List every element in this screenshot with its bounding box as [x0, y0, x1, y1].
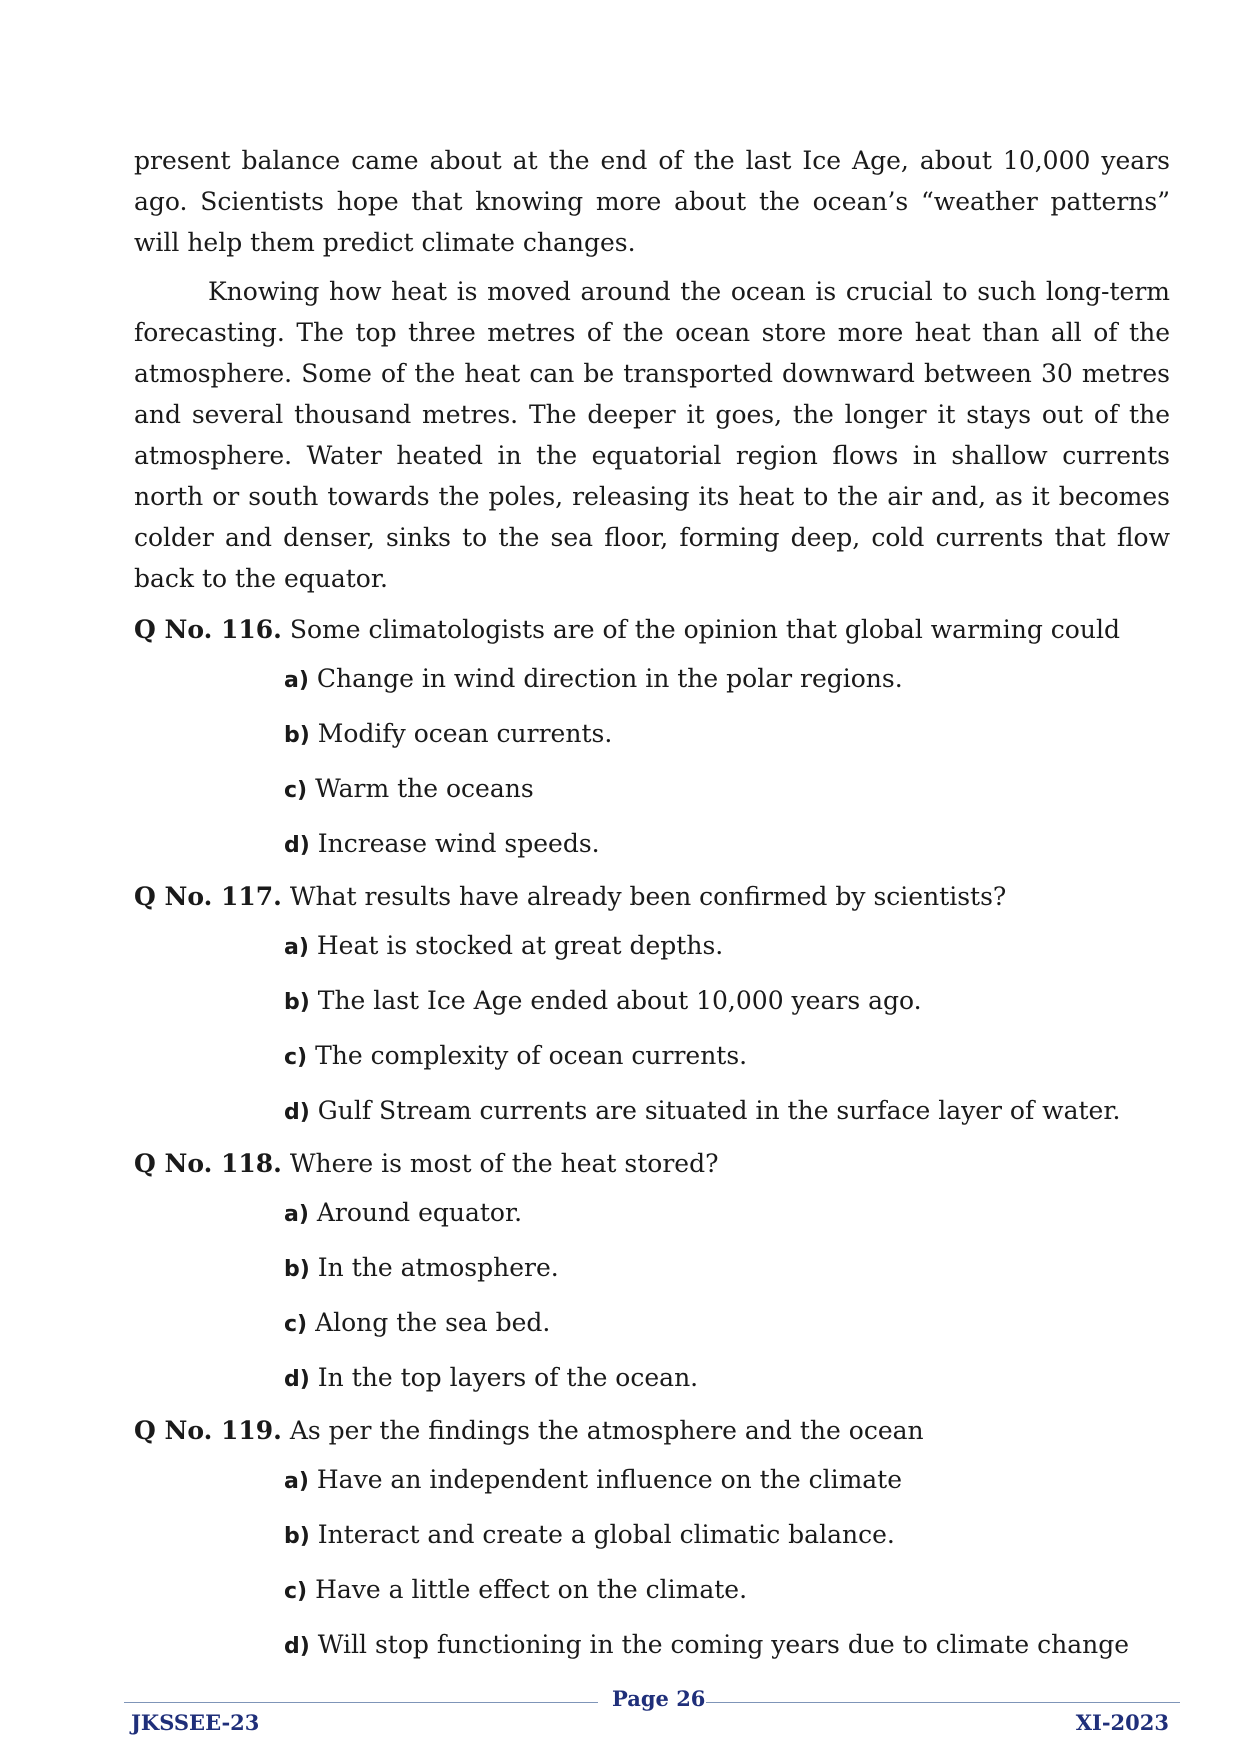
option-key: b): [284, 1524, 310, 1549]
question-number: Q No. 116.: [134, 615, 282, 644]
option-key: d): [284, 1634, 310, 1659]
option-text: Interact and create a global climatic balance.: [317, 1520, 895, 1549]
option-key: b): [284, 990, 310, 1015]
options-118: [284, 1192, 1170, 1400]
option-b: [284, 1514, 1170, 1557]
option-key: a): [284, 1202, 309, 1227]
question-119: [134, 1410, 1170, 1451]
option-key: c): [284, 1579, 308, 1604]
option-text: Modify ocean currents.: [317, 719, 613, 748]
option-text: Have a little effect on the climate.: [315, 1575, 748, 1604]
passage-paragraph: present balance came about at the end of the last Ice Age, about 10,000 years ago. Scientists hope that knowing more about the ocean’s “weather patterns” will help them predict climate changes.: [134, 146, 1170, 257]
question-text: Where is most of the heat stored?: [289, 1149, 719, 1178]
page-number: Page 26: [612, 1686, 706, 1711]
option-key: d): [284, 1367, 310, 1392]
options-119: [284, 1459, 1170, 1667]
option-key: c): [284, 1045, 308, 1070]
question-text: What results have already been confirmed by scientists?: [289, 882, 1007, 911]
question-text: As per the findings the atmosphere and the ocean: [289, 1416, 924, 1445]
option-c: [284, 768, 1170, 811]
option-b: [284, 1247, 1170, 1290]
option-text: The last Ice Age ended about 10,000 years ago.: [317, 986, 922, 1015]
question-118: [134, 1143, 1170, 1184]
option-c: [284, 1035, 1170, 1078]
option-key: c): [284, 1312, 308, 1337]
option-text: In the atmosphere.: [317, 1253, 559, 1282]
option-a: [284, 1192, 1170, 1235]
option-text: Increase wind speeds.: [317, 829, 600, 858]
option-key: b): [284, 723, 310, 748]
option-text: Warm the oceans: [315, 774, 534, 803]
option-key: d): [284, 1100, 310, 1125]
option-b: [284, 713, 1170, 756]
option-key: b): [284, 1257, 310, 1282]
question-number: Q No. 118.: [134, 1149, 282, 1178]
option-text: Along the sea bed.: [315, 1308, 551, 1337]
footer-rule-right: [706, 1702, 1180, 1703]
option-key: a): [284, 1469, 309, 1494]
option-text: Will stop functioning in the coming years due to climate change: [317, 1630, 1130, 1659]
option-text: Around equator.: [316, 1198, 523, 1227]
option-d: [284, 1357, 1170, 1400]
option-key: d): [284, 833, 310, 858]
question-116: [134, 609, 1170, 650]
option-key: a): [284, 935, 309, 960]
question-text: Some climatologists are of the opinion that global warming could: [289, 615, 1120, 644]
option-d: [284, 1090, 1170, 1133]
page-footer: [0, 1680, 1241, 1740]
option-d: [284, 823, 1170, 866]
option-text: Gulf Stream currents are situated in the surface layer of water.: [317, 1096, 1121, 1125]
option-a: [284, 1459, 1170, 1502]
option-a: [284, 658, 1170, 701]
footer-rule-left: [124, 1702, 598, 1703]
question-number: Q No. 119.: [134, 1416, 282, 1445]
question-number: Q No. 117.: [134, 882, 282, 911]
class-year: XI-2023: [1075, 1710, 1169, 1735]
option-text: Have an independent influence on the climate: [316, 1465, 903, 1494]
option-c: [284, 1302, 1170, 1345]
option-text: Heat is stocked at great depths.: [316, 931, 724, 960]
page-content: [134, 140, 1170, 1667]
option-a: [284, 925, 1170, 968]
option-c: [284, 1569, 1170, 1612]
option-key: c): [284, 778, 308, 803]
option-d: [284, 1624, 1170, 1667]
exam-code: JKSSEE-23: [131, 1710, 260, 1735]
option-text: Change in wind direction in the polar regions.: [316, 664, 903, 693]
passage-paragraph: Knowing how heat is moved around the ocean is crucial to such long-term forecasting. The top three metres of the ocean store more heat than all of the atmosphere. Some of the heat can be transported downward between 30 metres and several thousand metres. The deeper it goes, the longer it stays out of the atmosphere. Water heated in the equatorial region flows in shallow currents north or south towards the poles, releasing its heat to the air and, as it becomes colder and denser, sinks to the sea floor, forming deep, cold currents that flow back to the equator.: [134, 277, 1170, 593]
option-text: The complexity of ocean currents.: [315, 1041, 748, 1070]
question-117: [134, 876, 1170, 917]
option-text: In the top layers of the ocean.: [317, 1363, 699, 1392]
option-key: a): [284, 668, 309, 693]
options-117: [284, 925, 1170, 1133]
options-116: [284, 658, 1170, 866]
option-b: [284, 980, 1170, 1023]
